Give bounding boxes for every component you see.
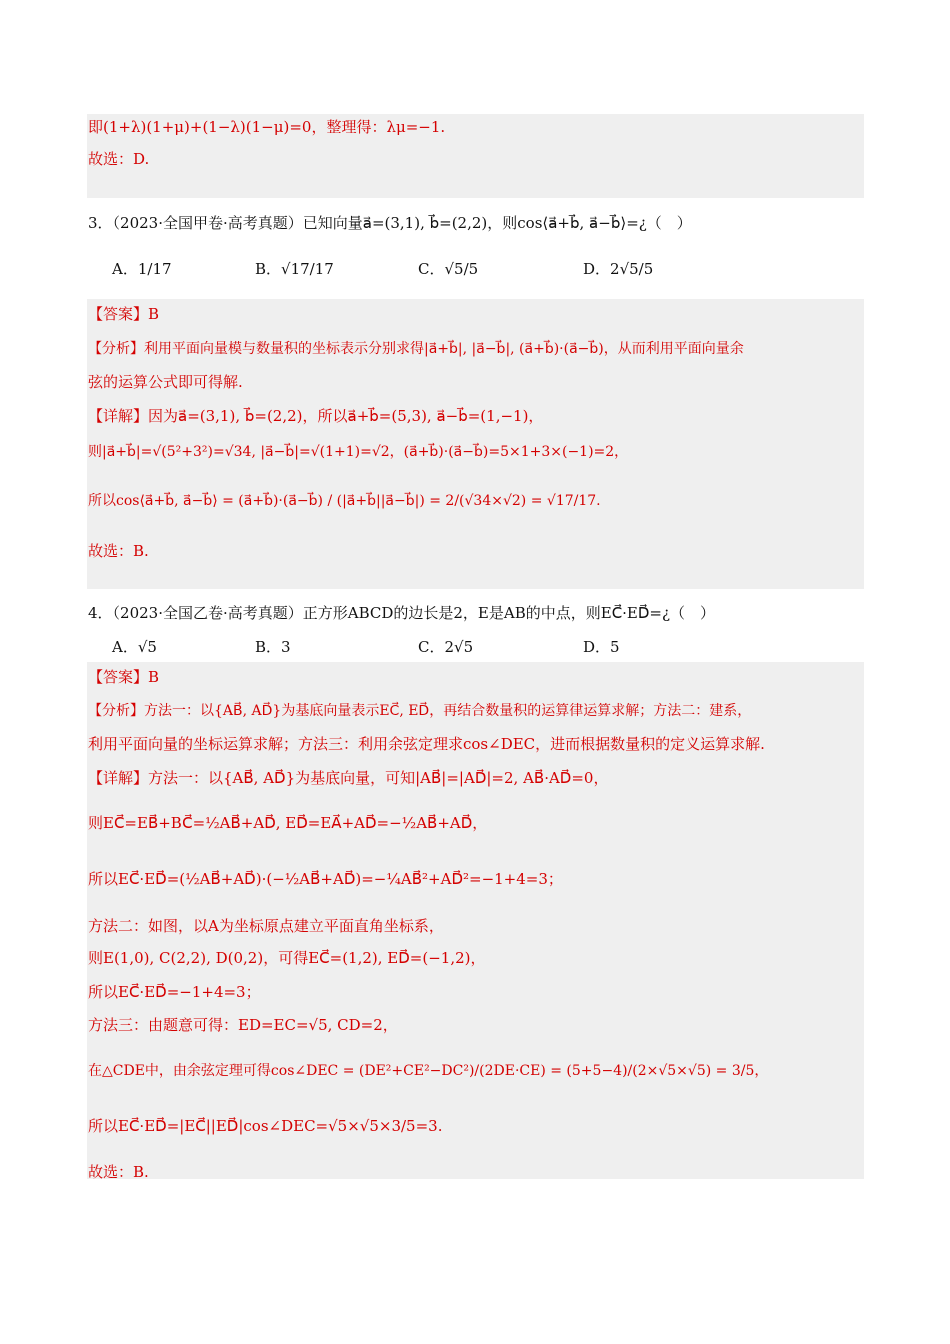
- q4-detail-line3: 所以EC⃗·ED⃗=(½AB⃗+AD⃗)·(−½AB⃗+AD⃗)=−¼AB⃗²+AD⃗²=−1+4=3；: [88, 870, 563, 888]
- q4-answer: 【答案】B: [88, 668, 160, 686]
- q4-method2-line1: 方法二：如图，以A为坐标原点建立平面直角坐标系，: [88, 917, 444, 935]
- option-value: 2√5: [444, 638, 474, 656]
- q4-option-a: [112, 636, 157, 657]
- option-label: C．: [418, 260, 445, 278]
- option-value: 3: [281, 638, 291, 656]
- q4-option-c: [418, 636, 473, 657]
- option-label: D．: [583, 638, 611, 656]
- option-value: √5: [137, 638, 157, 656]
- q4-option-d: [583, 636, 620, 657]
- q4-method3-line3: 所以EC⃗·ED⃗=|EC⃗||ED⃗|cos∠DEC=√5×√5×3/5=3.: [88, 1117, 443, 1135]
- q3-detail-line3: 所以cos⟨a⃗+b⃗, a⃗−b⃗⟩ = (a⃗+b⃗)·(a⃗−b⃗) / (|a⃗+b⃗||a⃗−b⃗|) = 2/(√34×√2) = √17/17.: [88, 493, 601, 509]
- q4-method3-line2: 在△CDE中，由余弦定理可得cos∠DEC = (DE²+CE²−DC²)/(2DE·CE) = (5+5−4)/(2×√5×√5) = 3/5，: [88, 1063, 769, 1079]
- q4-method2-line2: 则E(1,0), C(2,2), D(0,2)，可得EC⃗=(1,2), ED⃗=(−1,2)，: [88, 949, 486, 967]
- q3-answer: 【答案】B: [88, 305, 160, 323]
- q4-stem: 4．（2023·全国乙卷·高考真题）正方形ABCD的边长是2，E是AB的中点，则EC⃗·ED⃗=¿（ ）: [88, 604, 716, 622]
- option-value: √5/5: [444, 260, 479, 278]
- option-label: A．: [112, 260, 138, 278]
- q3-option-b: [255, 258, 334, 279]
- q4-analysis-line2: 利用平面向量的坐标运算求解；方法三：利用余弦定理求cos∠DEC，进而根据数量积的定义运算求解.: [88, 735, 765, 753]
- q3-stem: 3．（2023·全国甲卷·高考真题）已知向量a⃗=(3,1), b⃗=(2,2)，则cos⟨a⃗+b⃗, a⃗−b⃗⟩=¿（ ）: [88, 214, 692, 232]
- q4-detail-line1: 【详解】方法一：以{AB⃗, AD⃗}为基底向量，可知|AB⃗|=|AD⃗|=2, AB⃗·AD⃗=0，: [88, 769, 609, 787]
- q4-method2-line3: 所以EC⃗·ED⃗=−1+4=3；: [88, 983, 261, 1001]
- q4-option-b: [255, 636, 291, 657]
- q3-choose: 故选：B.: [88, 542, 149, 560]
- prev-detail-line: 即(1+λ)(1+μ)+(1−λ)(1−μ)=0，整理得：λμ=−1.: [88, 118, 446, 136]
- option-label: A．: [112, 638, 138, 656]
- q4-choose: 故选：B.: [88, 1163, 149, 1181]
- option-label: B．: [255, 638, 282, 656]
- prev-choose: 故选：D.: [88, 150, 150, 168]
- option-label: D．: [583, 260, 611, 278]
- q3-detail-line1: 【详解】因为a⃗=(3,1), b⃗=(2,2)，所以a⃗+b⃗=(5,3), a⃗−b⃗=(1,−1)，: [88, 407, 544, 425]
- option-label: C．: [418, 638, 445, 656]
- q3-detail-line2: 则|a⃗+b⃗|=√(5²+3²)=√34, |a⃗−b⃗|=√(1+1)=√2，(a⃗+b⃗)·(a⃗−b⃗)=5×1+3×(−1)=2，: [88, 444, 629, 460]
- q3-option-c: [418, 258, 478, 279]
- q3-analysis-line2: 弦的运算公式即可得解.: [88, 373, 243, 391]
- q4-analysis-line1: 【分析】方法一：以{AB⃗, AD⃗}为基底向量表示EC⃗, ED⃗，再结合数量积的运算律运算求解；方法二：建系，: [88, 703, 752, 719]
- q4-method3-line1: 方法三：由题意可得：ED=EC=√5, CD=2，: [88, 1016, 398, 1034]
- option-value: 2√5/5: [610, 260, 654, 278]
- q4-detail-line2: 则EC⃗=EB⃗+BC⃗=½AB⃗+AD⃗, ED⃗=EA⃗+AD⃗=−½AB⃗+AD⃗，: [88, 814, 488, 832]
- option-value: 1/17: [137, 260, 172, 278]
- q3-option-d: [583, 258, 653, 279]
- option-label: B．: [255, 260, 282, 278]
- q3-option-a: [112, 258, 172, 279]
- option-value: √17/17: [281, 260, 334, 278]
- q3-analysis-line1: 【分析】利用平面向量模与数量积的坐标表示分别求得|a⃗+b⃗|, |a⃗−b⃗|, (a⃗+b⃗)·(a⃗−b⃗)，从而利用平面向量余: [88, 341, 744, 357]
- option-value: 5: [610, 638, 620, 656]
